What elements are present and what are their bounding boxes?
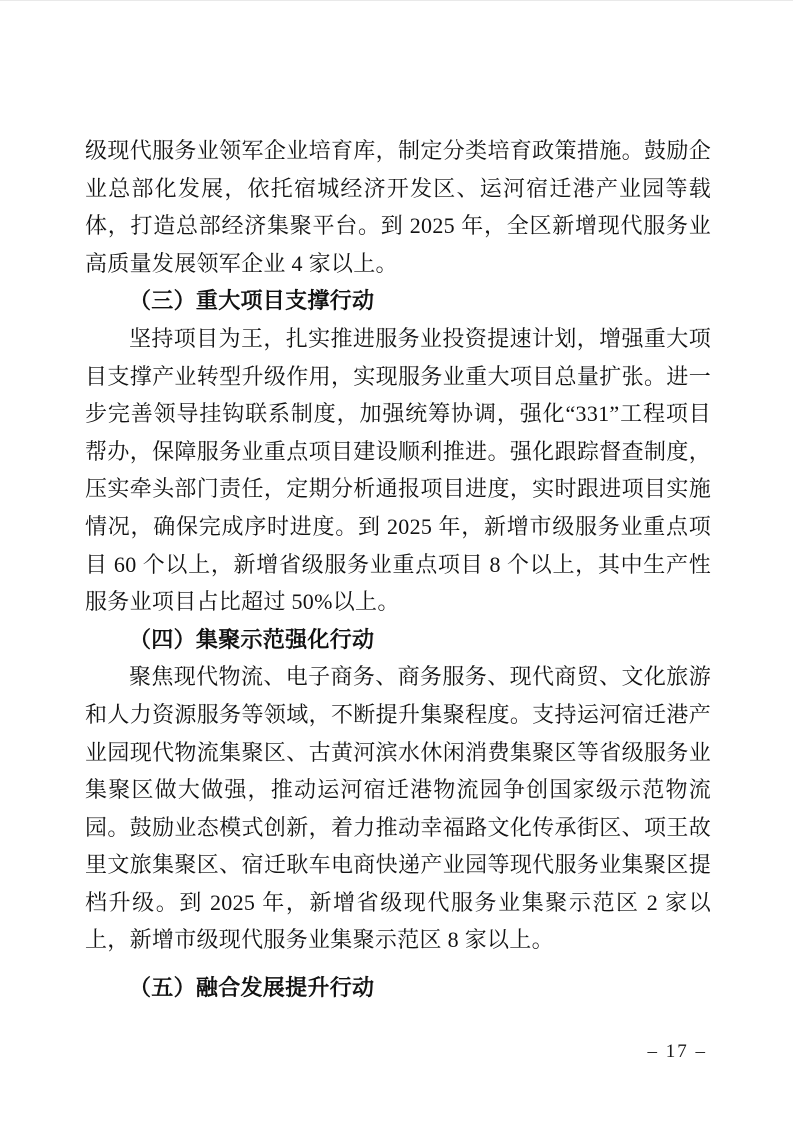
- paragraph-section-4: 聚焦现代物流、电子商务、商务服务、现代商贸、文化旅游和人力资源服务等领域，不断提升集聚程度。支持运河宿迁港产业园现代物流集聚区、古黄河滨水休闲消费集聚区等省级服务业集聚区做大做强，推动运河宿迁港物流园争创国家级示范物流园。鼓励业态模式创新，着力推动幸福路文化传承街区、项王故里文旅集聚区、宿迁耿车电商快递产业园等现代服务业集聚区提档升级。到 2025 年，新增省级现代服务业集聚示范区 2 家以上，新增市级现代服务业集聚示范区 8 家以上。: [85, 664, 711, 953]
- section-heading-3: （三）重大项目支撑行动: [129, 288, 375, 314]
- paragraph-continued: 级现代服务业领军企业培育库，制定分类培育政策措施。鼓励企业总部化发展，依托宿城经济开发区、运河宿迁港产业园等载体，打造总部经济集聚平台。到 2025 年，全区新增现代服务业高质量发展领军企业 4 家以上。: [85, 138, 711, 276]
- section-heading-4: （四）集聚示范强化行动: [129, 626, 375, 652]
- section-heading-5: （五）融合发展提升行动: [129, 975, 375, 1001]
- paragraph-section-3: 坚持项目为王，扎实推进服务业投资提速计划，增强重大项目支撑产业转型升级作用，实现服务业重大项目总量扩张。进一步完善领导挂钩联系制度，加强统筹协调，强化“331”工程项目帮办，保障服务业重点项目建设顺利推进。强化跟踪督查制度，压实牵头部门责任，定期分析通报项目进度，实时跟进项目实施情况，确保完成序时进度。到 2025 年，新增市级服务业重点项目 60 个以上，新增省级服务业重点项目 8 个以上，其中生产性服务业项目占比超过 50%以上。: [85, 325, 711, 615]
- page-number: – 17 –: [647, 1041, 707, 1062]
- document-text: [85, 132, 711, 1007]
